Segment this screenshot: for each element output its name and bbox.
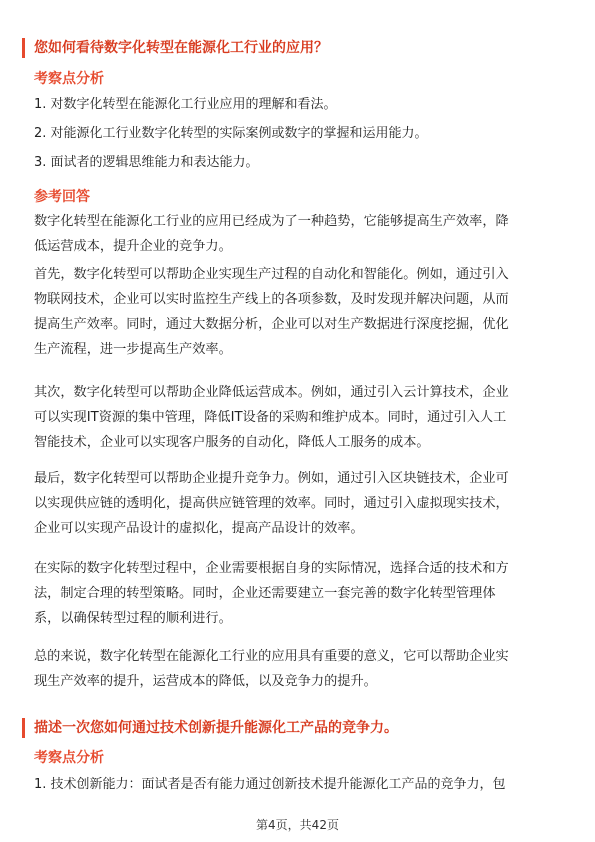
answer-paragraph <box>34 556 562 631</box>
answer-line: 现生产效率的提升，运营成本的降低，以及竞争力的提升。 <box>34 674 377 689</box>
answer-paragraph <box>34 209 562 259</box>
answer-line: 物联网技术，企业可以实时监控生产线上的各项参数，及时发现并解决问题，从而 <box>34 292 509 307</box>
answer-line: 数字化转型在能源化工行业的应用已经成为了一种趋势，它能够提高生产效率，降 <box>34 214 509 229</box>
answer-paragraph <box>34 644 562 694</box>
answer-paragraph <box>34 380 562 455</box>
analysis-point: 2. 对能源化工行业数字化转型的实际案例或数字的掌握和运用能力。 <box>34 126 428 141</box>
question-marker <box>22 38 25 58</box>
answer-line: 以实现供应链的透明化，提高供应链管理的效率。同时，通过引入虚拟现实技术， <box>34 496 509 511</box>
answer-paragraph <box>34 262 562 362</box>
answer-line: 提高生产效率。同时，通过大数据分析，企业可以对生产数据进行深度挖掘，优化 <box>34 317 509 332</box>
answer-line: 首先，数字化转型可以帮助企业实现生产过程的自动化和智能化。例如，通过引入 <box>34 267 509 282</box>
analysis-point: 3. 面试者的逻辑思维能力和表达能力。 <box>34 155 259 170</box>
analysis-heading: 考察点分析 <box>34 750 104 766</box>
answer-line: 其次，数字化转型可以帮助企业降低运营成本。例如，通过引入云计算技术，企业 <box>34 385 509 400</box>
answer-line: 可以实现IT资源的集中管理，降低IT设备的采购和维护成本。同时，通过引入人工 <box>34 410 507 425</box>
answer-line: 法，制定合理的转型策略。同时，企业还需要建立一套完善的数字化转型管理体 <box>34 586 496 601</box>
analysis-heading: 考察点分析 <box>34 71 104 87</box>
analysis-point: 1. 技术创新能力：面试者是否有能力通过创新技术提升能源化工产品的竞争力，包 <box>34 777 506 792</box>
answer-line: 系，以确保转型过程的顺利进行。 <box>34 611 232 626</box>
answer-line: 低运营成本，提升企业的竞争力。 <box>34 239 232 254</box>
question-title: 您如何看待数字化转型在能源化工行业的应用？ <box>34 40 328 56</box>
answer-line: 总的来说，数字化转型在能源化工行业的应用具有重要的意义，它可以帮助企业实 <box>34 649 509 664</box>
question-marker <box>22 718 25 738</box>
page-number: 第4页，共42页 <box>256 818 339 832</box>
answer-line: 在实际的数字化转型过程中，企业需要根据自身的实际情况，选择合适的技术和方 <box>34 561 509 576</box>
answer-line: 智能技术，企业可以实现客户服务的自动化，降低人工服务的成本。 <box>34 435 430 450</box>
answer-line: 生产流程，进一步提高生产效率。 <box>34 342 232 357</box>
answer-paragraph <box>34 466 562 541</box>
analysis-point: 1. 对数字化转型在能源化工行业应用的理解和看法。 <box>34 97 337 112</box>
answer-heading: 参考回答 <box>34 189 90 205</box>
answer-line: 企业可以实现产品设计的虚拟化，提高产品设计的效率。 <box>34 521 364 536</box>
question-title: 描述一次您如何通过技术创新提升能源化工产品的竞争力。 <box>34 720 398 736</box>
answer-line: 最后，数字化转型可以帮助企业提升竞争力。例如，通过引入区块链技术，企业可 <box>34 471 509 486</box>
